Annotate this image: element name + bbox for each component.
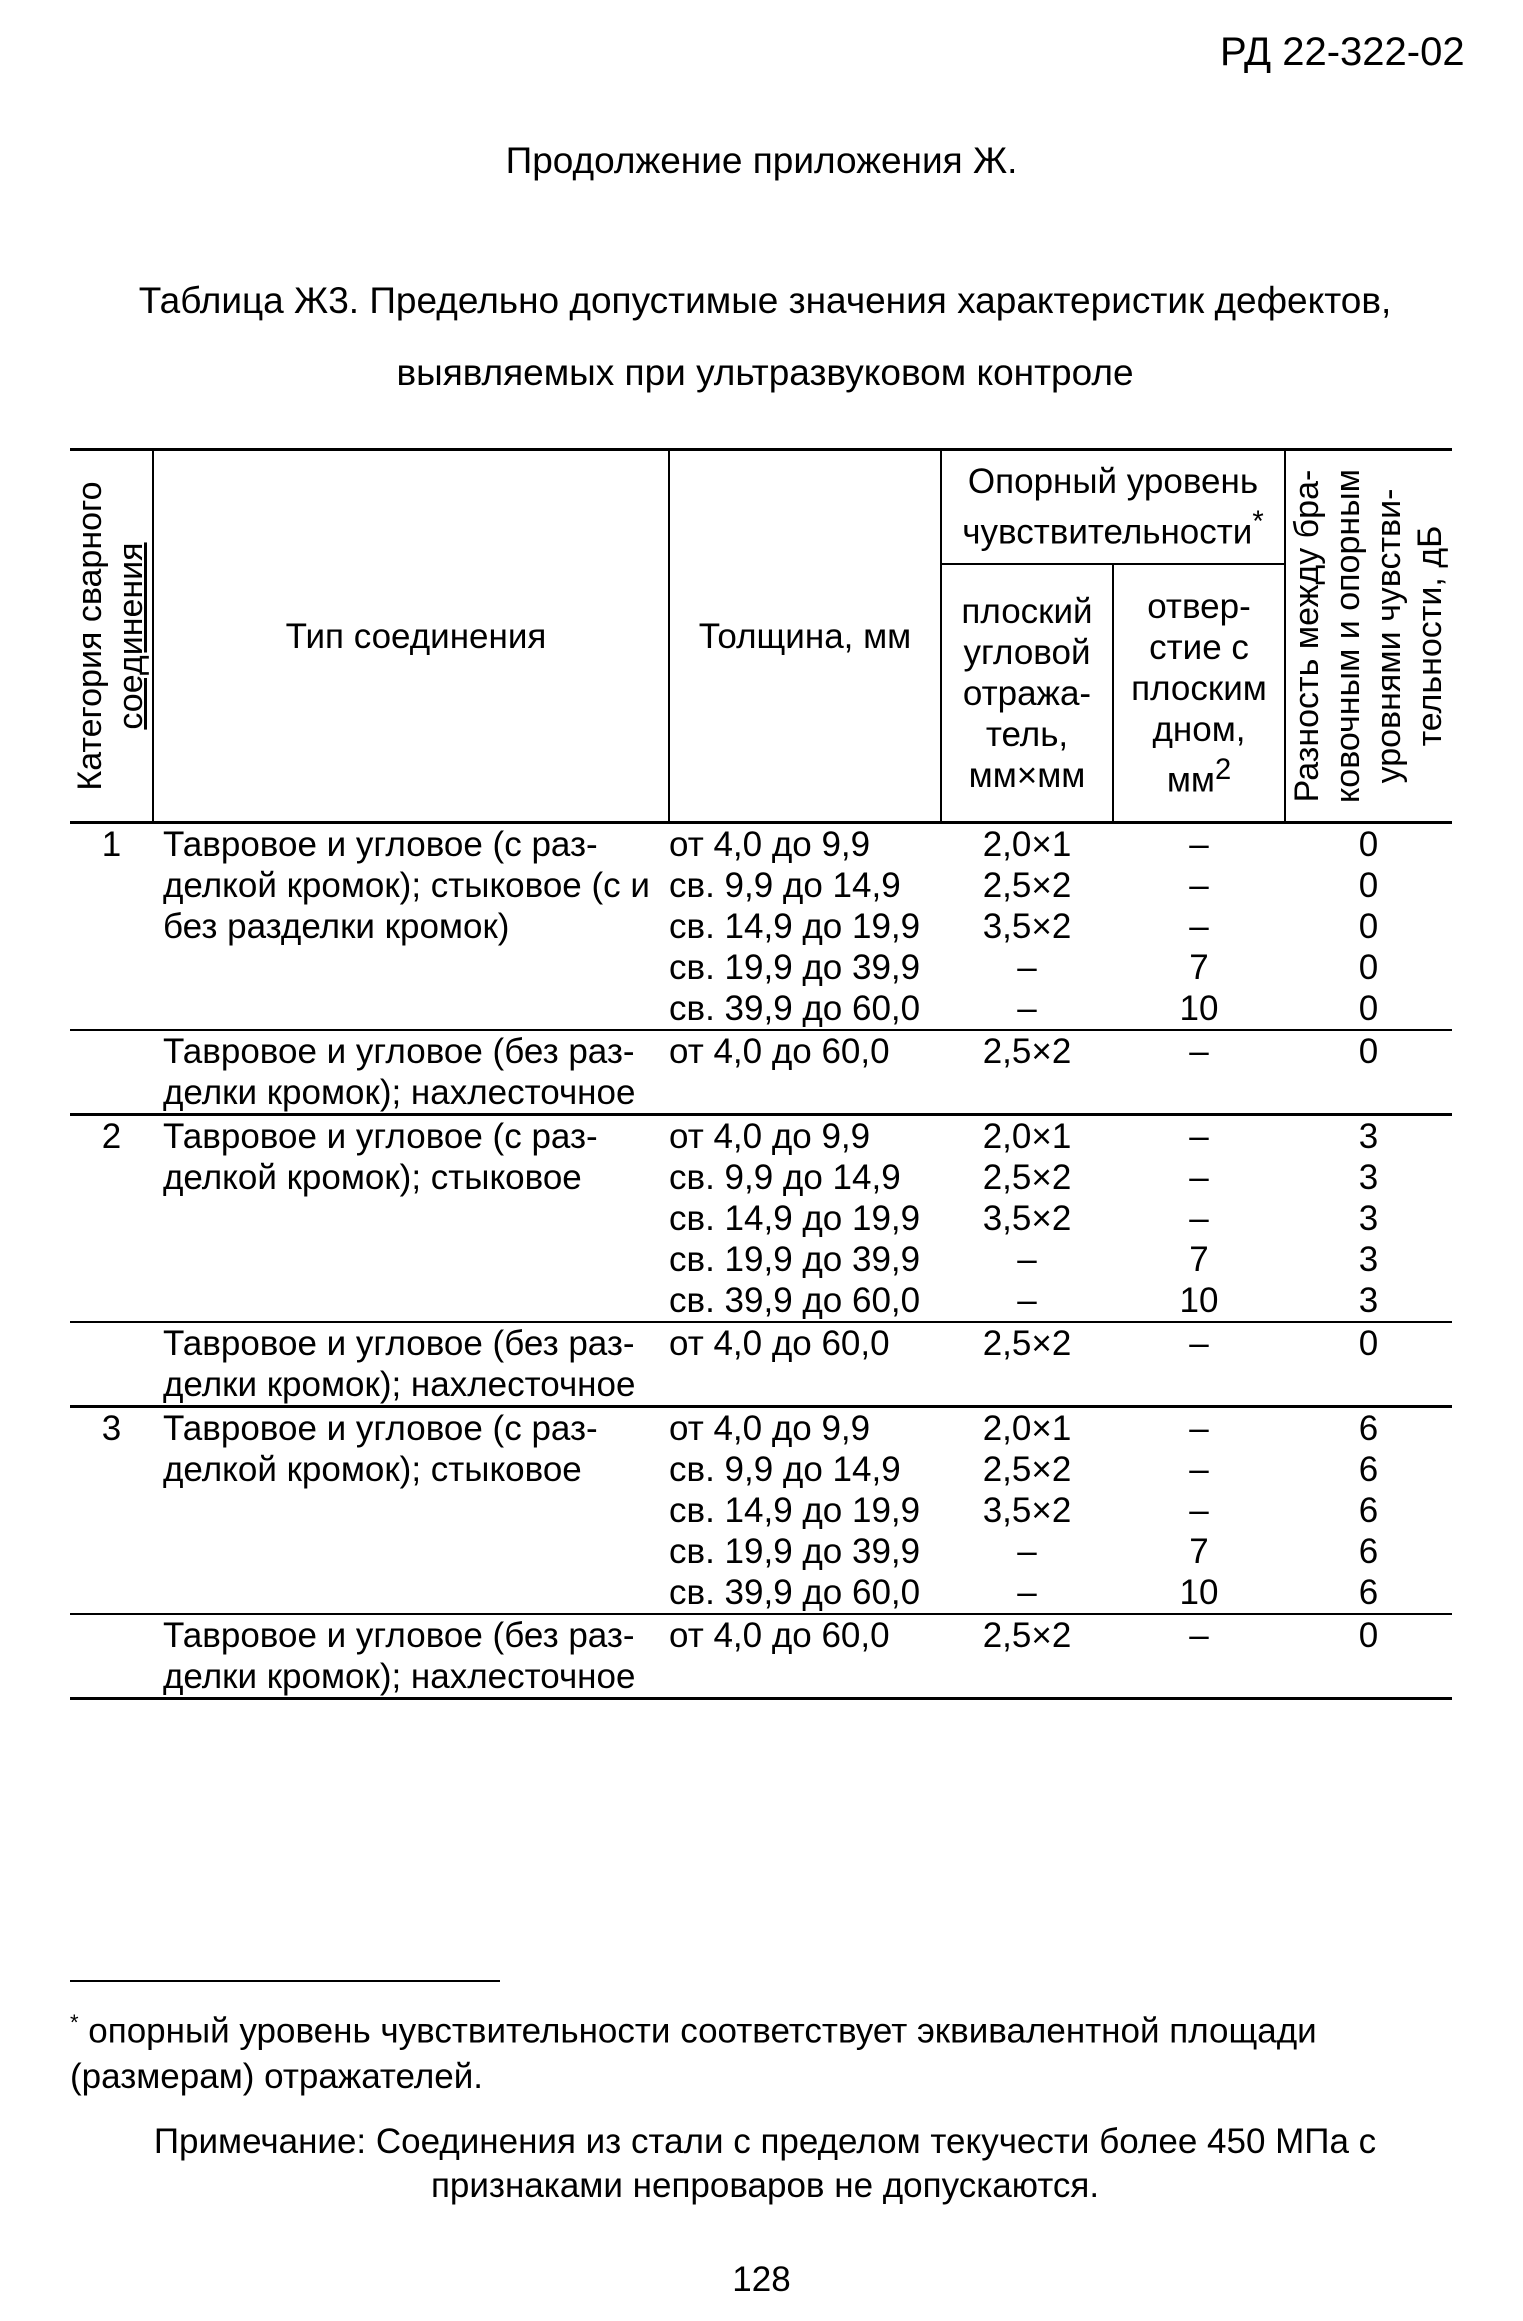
table-row — [70, 1656, 1452, 1699]
flat-hole-cell: – — [1189, 1450, 1209, 1489]
category-cell — [70, 1614, 153, 1656]
footnote — [70, 2000, 1460, 2099]
type-cell: Тавровое и угловое (без раз- — [153, 1614, 669, 1656]
header-ref-level-text: Опорный уровень чувствительности — [962, 462, 1259, 552]
note: Примечание: Соединения из стали с пределом текучести более 450 МПа с признаками непроваров не допускаются. — [153, 2122, 1377, 2205]
difference-cell: 0 — [1358, 866, 1379, 905]
category-cell: 3 — [70, 1407, 153, 1450]
flat-reflector-cell: 3,5×2 — [982, 1491, 1072, 1530]
type-cell — [153, 1490, 669, 1531]
header-hole-l4: дном, — [1152, 709, 1246, 749]
type-cell: делки кромок); нахлесточное — [163, 1073, 636, 1112]
category-cell — [70, 906, 153, 947]
difference-cell — [1285, 1364, 1452, 1407]
flat-hole-cell: – — [1189, 907, 1209, 946]
flat-reflector-cell: 2,5×2 — [941, 1322, 1113, 1364]
flat-reflector-cell — [941, 1364, 1113, 1407]
flat-reflector-cell: 2,0×1 — [941, 823, 1113, 866]
category-cell — [70, 1072, 153, 1115]
thickness-cell: от 4,0 до 60,0 — [669, 1614, 941, 1656]
table-row — [70, 1449, 1452, 1490]
type-cell — [153, 1280, 669, 1322]
difference-cell: 3 — [1358, 1240, 1379, 1279]
flat-reflector-cell: 2,0×1 — [941, 1407, 1113, 1450]
type-cell: делки кромок); нахлесточное — [153, 1656, 669, 1699]
flat-reflector-cell: – — [1017, 1573, 1037, 1612]
type-cell: Тавровое и угловое (с раз- — [153, 1115, 669, 1158]
document-code: РД 22-322-02 — [1220, 30, 1465, 74]
type-cell: делкой кромок); стыковое (с и — [163, 866, 650, 905]
difference-cell: 0 — [1285, 1614, 1452, 1656]
thickness-cell: св. 19,9 до 39,9 — [669, 1240, 921, 1279]
type-cell — [153, 988, 669, 1030]
table-row — [70, 1072, 1452, 1115]
flat-hole-cell — [1113, 1072, 1285, 1115]
category-cell — [70, 1449, 153, 1490]
difference-cell: 3 — [1358, 1158, 1379, 1197]
difference-cell: 0 — [1285, 1322, 1452, 1364]
flat-hole-cell: – — [1113, 1614, 1285, 1656]
thickness-cell: от 4,0 до 9,9 — [669, 823, 941, 866]
thickness-cell: св. 39,9 до 60,0 — [669, 1573, 921, 1612]
difference-cell: 0 — [1358, 907, 1379, 946]
header-hole-l1: отвер- — [1147, 586, 1251, 626]
flat-reflector-cell — [941, 1656, 1113, 1699]
category-cell — [70, 1656, 153, 1699]
type-cell: без разделки кромок) — [163, 907, 510, 946]
table-row — [70, 1614, 1452, 1656]
thickness-cell — [669, 1364, 941, 1407]
header-hole-l2: стие с — [1149, 627, 1249, 667]
header-hole-sup: 2 — [1214, 753, 1232, 786]
difference-cell: 6 — [1358, 1450, 1379, 1489]
table-row — [70, 1198, 1452, 1239]
thickness-cell: св. 14,9 до 19,9 — [669, 1491, 921, 1530]
table-row — [70, 865, 1452, 906]
table-row — [70, 823, 1452, 866]
table-row — [70, 988, 1452, 1030]
category-cell: 1 — [70, 823, 153, 866]
flat-reflector-cell: 3,5×2 — [982, 907, 1072, 946]
footnote-text: опорный уровень чувствительности соответствует эквивалентной площади (размерам) отражателей. — [70, 2011, 1317, 2096]
flat-hole-cell: 10 — [1179, 989, 1219, 1028]
difference-cell: 6 — [1358, 1532, 1379, 1571]
type-cell: Тавровое и угловое (без раз- — [153, 1322, 669, 1364]
header-flat-l1: плоский — [961, 591, 1093, 631]
category-cell — [70, 1572, 153, 1614]
table-row — [70, 1364, 1452, 1407]
flat-hole-cell: – — [1113, 1030, 1285, 1072]
category-cell — [70, 988, 153, 1030]
table-row — [70, 1407, 1452, 1450]
table-body — [70, 823, 1452, 1699]
flat-reflector-cell: – — [1017, 1532, 1037, 1571]
category-cell — [70, 1030, 153, 1072]
category-cell — [70, 1157, 153, 1198]
flat-reflector-cell: 2,5×2 — [982, 1158, 1072, 1197]
thickness-cell: от 4,0 до 9,9 — [669, 1115, 941, 1158]
header-category — [70, 450, 153, 823]
table-row — [70, 1030, 1452, 1072]
difference-cell: 6 — [1285, 1407, 1452, 1450]
category-cell — [70, 1198, 153, 1239]
header-diff-l1: Разность между бра- — [1288, 469, 1326, 803]
table-row — [70, 1280, 1452, 1322]
header-difference — [1285, 450, 1452, 823]
type-cell — [153, 1572, 669, 1614]
type-cell: Тавровое и угловое (с раз- — [153, 1407, 669, 1450]
category-cell — [70, 1280, 153, 1322]
header-hole-l5: мм — [1166, 760, 1215, 800]
table-row — [70, 906, 1452, 947]
difference-cell: 6 — [1358, 1573, 1379, 1612]
flat-hole-cell: – — [1189, 866, 1209, 905]
category-cell: 2 — [70, 1115, 153, 1158]
type-cell: Тавровое и угловое (с раз- — [153, 823, 669, 866]
thickness-cell: св. 14,9 до 19,9 — [669, 1199, 921, 1238]
thickness-cell: от 4,0 до 60,0 — [669, 1322, 941, 1364]
header-thickness: Толщина, мм — [669, 450, 941, 823]
footnote-divider — [70, 1980, 500, 1982]
difference-cell: 6 — [1358, 1491, 1379, 1530]
header-flat-hole — [1113, 564, 1285, 823]
type-cell: делки кромок); нахлесточное — [163, 1365, 636, 1404]
flat-hole-cell: 7 — [1189, 948, 1209, 987]
flat-reflector-cell — [941, 1072, 1113, 1115]
difference-cell — [1285, 1656, 1452, 1699]
flat-reflector-cell: – — [1017, 989, 1037, 1028]
defects-table — [70, 448, 1452, 1700]
table-row — [70, 1157, 1452, 1198]
flat-reflector-cell: – — [1017, 1240, 1037, 1279]
header-flat-l3: отража- — [962, 673, 1092, 713]
thickness-cell: св. 39,9 до 60,0 — [669, 989, 921, 1028]
flat-reflector-cell: 2,5×2 — [982, 866, 1072, 905]
continuation-title: Продолжение приложения Ж. — [505, 140, 1018, 181]
header-ref-level — [941, 450, 1285, 565]
header-diff-l2: ковочным и опорным — [1329, 469, 1367, 803]
header-ref-level-mark: * — [1252, 506, 1264, 539]
header-flat-l5: мм×мм — [968, 755, 1086, 795]
difference-cell: 0 — [1358, 989, 1379, 1028]
thickness-cell: св. 19,9 до 39,9 — [669, 948, 921, 987]
flat-reflector-cell: 2,5×2 — [941, 1030, 1113, 1072]
difference-cell: 3 — [1285, 1115, 1452, 1158]
flat-reflector-cell: 2,5×2 — [941, 1614, 1113, 1656]
table-row — [70, 1572, 1452, 1614]
header-type: Тип соединения — [153, 450, 669, 823]
thickness-cell: св. 9,9 до 14,9 — [669, 1158, 901, 1197]
flat-hole-cell — [1113, 1364, 1285, 1407]
category-cell — [70, 1531, 153, 1572]
header-hole-l3: плоским — [1131, 668, 1267, 708]
flat-hole-cell — [1113, 1656, 1285, 1699]
difference-cell: 3 — [1358, 1199, 1379, 1238]
type-cell — [153, 947, 669, 988]
difference-cell: 3 — [1358, 1281, 1379, 1320]
type-cell: Тавровое и угловое (без раз- — [153, 1030, 669, 1072]
thickness-cell — [669, 1656, 941, 1699]
flat-reflector-cell: 2,0×1 — [941, 1115, 1113, 1158]
thickness-cell: св. 9,9 до 14,9 — [669, 866, 901, 905]
flat-reflector-cell: 2,5×2 — [982, 1450, 1072, 1489]
table-row — [70, 1531, 1452, 1572]
difference-cell: 0 — [1285, 1030, 1452, 1072]
header-flat-reflector — [941, 564, 1113, 823]
table-row — [70, 1322, 1452, 1364]
category-cell — [70, 1239, 153, 1280]
table-title-line2: выявляемых при ультразвуковом контроле — [396, 352, 1134, 393]
header-category-l1: Категория сварного — [71, 481, 109, 791]
category-cell — [70, 947, 153, 988]
flat-hole-cell: – — [1113, 1407, 1285, 1450]
table-row — [70, 1239, 1452, 1280]
category-cell — [70, 865, 153, 906]
flat-hole-cell: 10 — [1179, 1281, 1219, 1320]
category-cell — [70, 1490, 153, 1531]
header-flat-l4: тель, — [985, 714, 1069, 754]
header-diff-l4: тельности, дБ — [1411, 525, 1449, 747]
difference-cell: 0 — [1358, 948, 1379, 987]
header-flat-l2: угловой — [963, 632, 1091, 672]
difference-cell — [1285, 1072, 1452, 1115]
flat-hole-cell: 10 — [1179, 1573, 1219, 1612]
flat-hole-cell: – — [1189, 1158, 1209, 1197]
thickness-cell: св. 14,9 до 19,9 — [669, 907, 921, 946]
table-row — [70, 1115, 1452, 1158]
page-number: 128 — [732, 2260, 791, 2299]
thickness-cell: св. 9,9 до 14,9 — [669, 1450, 901, 1489]
flat-hole-cell: 7 — [1189, 1532, 1209, 1571]
type-cell: делкой кромок); стыковое — [163, 1158, 582, 1197]
header-diff-l3: уровнями чувстви- — [1370, 488, 1408, 784]
header-category-l2: соединения — [112, 542, 150, 730]
flat-hole-cell: – — [1189, 1491, 1209, 1530]
type-cell — [153, 1198, 669, 1239]
footnote-mark: * — [70, 2010, 79, 2035]
flat-hole-cell: 7 — [1189, 1240, 1209, 1279]
category-cell — [70, 1364, 153, 1407]
table-row — [70, 1490, 1452, 1531]
flat-reflector-cell: – — [1017, 1281, 1037, 1320]
category-cell — [70, 1322, 153, 1364]
thickness-cell — [669, 1072, 941, 1115]
table-title — [70, 265, 1460, 409]
type-cell — [153, 1531, 669, 1572]
flat-hole-cell: – — [1113, 823, 1285, 866]
flat-hole-cell: – — [1189, 1199, 1209, 1238]
type-cell: делкой кромок); стыковое — [163, 1450, 582, 1489]
flat-hole-cell: – — [1113, 1322, 1285, 1364]
thickness-cell: св. 19,9 до 39,9 — [669, 1532, 921, 1571]
difference-cell: 0 — [1285, 823, 1452, 866]
table-title-line1: Таблица Ж3. Предельно допустимые значения характеристик дефектов, — [138, 280, 1392, 321]
thickness-cell: св. 39,9 до 60,0 — [669, 1281, 921, 1320]
thickness-cell: от 4,0 до 9,9 — [669, 1407, 941, 1450]
flat-hole-cell: – — [1113, 1115, 1285, 1158]
thickness-cell: от 4,0 до 60,0 — [669, 1030, 941, 1072]
flat-reflector-cell: 3,5×2 — [982, 1199, 1072, 1238]
type-cell — [153, 1239, 669, 1280]
table-row — [70, 947, 1452, 988]
flat-reflector-cell: – — [1017, 948, 1037, 987]
